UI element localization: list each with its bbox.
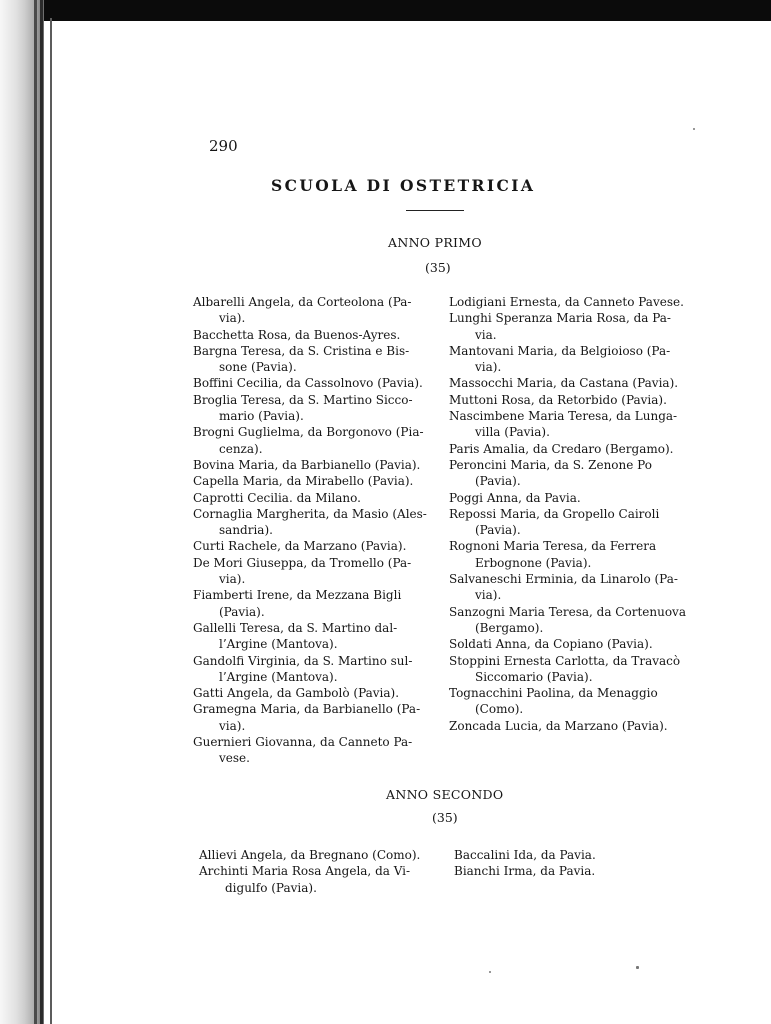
entry-line: Peroncini Maria, da S. Zenone Po [449, 457, 652, 472]
entry-continuation-line: mario (Pavia). [219, 409, 304, 424]
list-item [193, 424, 435, 457]
entry-continuation-line: (Pavia). [219, 604, 265, 619]
entry-continuation-line: vese. [219, 751, 250, 766]
scan-speck [693, 128, 695, 130]
title-rule [406, 210, 464, 211]
list-item [199, 847, 437, 863]
entry-line: Gatti Angela, da Gambolò (Pavia). [193, 686, 400, 701]
list-item [449, 375, 711, 391]
list-item [193, 343, 435, 376]
list-item [449, 392, 711, 408]
list-item [454, 847, 684, 863]
entry-line: Broglia Teresa, da S. Martino Sicco- [193, 392, 413, 407]
entry-line: Bovina Maria, da Barbianello (Pavia). [193, 457, 421, 472]
list-item [449, 538, 711, 571]
scan-speck [489, 971, 491, 973]
entry-continuation-line: via). [475, 360, 502, 375]
list-item [449, 490, 711, 506]
entry-line: Bianchi Irma, da Pavia. [454, 864, 596, 879]
entry-line: Allievi Angela, da Bregnano (Como). [199, 848, 421, 862]
list-item [449, 604, 711, 637]
spine-edge-line [34, 0, 37, 1024]
list-item [449, 685, 711, 718]
entry-line: Cornaglia Margherita, da Masio (Ales- [193, 506, 427, 521]
list-item [454, 863, 684, 879]
entry-line: Baccalini Ida, da Pavia. [454, 848, 596, 862]
list-item [193, 555, 435, 588]
list-item [193, 327, 435, 343]
list-item [449, 571, 711, 604]
entry-continuation-line: Erbognone (Pavia). [475, 555, 592, 570]
entry-line: Capella Maria, da Mirabello (Pavia). [193, 474, 414, 489]
list-item [193, 294, 435, 327]
entry-line: Sanzogni Maria Teresa, da Cortenuova [449, 604, 686, 619]
entry-line: Caprotti Cecilia. da Milano. [193, 490, 361, 505]
entry-line: Rognoni Maria Teresa, da Ferrera [449, 539, 657, 554]
list-item [193, 538, 435, 554]
entry-continuation-line: via). [475, 588, 502, 603]
entry-line: Bargna Teresa, da S. Cristina e Bis- [193, 343, 410, 358]
entry-line: Lunghi Speranza Maria Rosa, da Pa- [449, 311, 671, 326]
entry-line: Poggi Anna, da Pavia. [449, 490, 581, 505]
list-item [193, 685, 435, 701]
entry-line: Mantovani Maria, da Belgioioso (Pa- [449, 343, 671, 358]
list-item [449, 343, 711, 376]
entry-continuation-line: Siccomario (Pavia). [475, 669, 593, 684]
list-item [193, 734, 435, 767]
entry-line: Curti Rachele, da Marzano (Pavia). [193, 539, 407, 554]
entry-line: Muttoni Rosa, da Retorbido (Pavia). [449, 392, 667, 407]
entry-line: Archinti Maria Rosa Angela, da Vi- [199, 864, 411, 879]
section-count-anno-primo: (35) [425, 260, 451, 275]
anno-primo-right-column [449, 294, 711, 734]
list-item [449, 310, 711, 343]
entry-line: Gramegna Maria, da Barbianello (Pa- [193, 702, 421, 717]
entry-line: Bacchetta Rosa, da Buenos-Ayres. [193, 327, 401, 342]
entry-line: Fiamberti Irene, da Mezzana Bigli [193, 588, 402, 603]
list-item [449, 441, 711, 457]
entry-continuation-line: via). [219, 718, 246, 733]
entry-continuation-line: via. [475, 327, 497, 342]
entry-line: Paris Amalia, da Credaro (Bergamo). [449, 441, 674, 456]
entry-line: Lodigiani Ernesta, da Canneto Pavese. [449, 295, 684, 309]
entry-continuation-line: (Bergamo). [475, 620, 544, 635]
section-heading-anno-secondo: ANNO SECONDO [386, 787, 504, 802]
entry-continuation-line: l’Argine (Mantova). [219, 669, 338, 684]
entry-line: Brogni Guglielma, da Borgonovo (Pia- [193, 425, 424, 440]
entry-line: Albarelli Angela, da Corteolona (Pa- [193, 295, 412, 309]
list-item [193, 392, 435, 425]
scan-speck [636, 966, 639, 969]
entry-continuation-line: sandria). [219, 523, 273, 538]
entry-continuation-line: via). [219, 572, 246, 587]
spine-edge-line [40, 0, 43, 1024]
page-number: 290 [209, 137, 238, 155]
book-spine-shadow [0, 0, 44, 1024]
list-item [193, 620, 435, 653]
anno-primo-left-column [193, 294, 435, 767]
entry-line: Stoppini Ernesta Carlotta, da Travacò [449, 653, 681, 668]
entry-line: Zoncada Lucia, da Marzano (Pavia). [449, 718, 668, 733]
list-item [449, 653, 711, 686]
entry-continuation-line: sone (Pavia). [219, 360, 297, 375]
list-item [449, 457, 711, 490]
entry-continuation-line: l’Argine (Mantova). [219, 637, 338, 652]
list-item [449, 506, 711, 539]
entry-continuation-line: (Como). [475, 702, 524, 717]
entry-continuation-line: cenza). [219, 441, 263, 456]
anno-secondo-right-column [454, 847, 684, 880]
list-item [199, 863, 437, 896]
scan-top-border [0, 0, 771, 21]
anno-secondo-left-column [199, 847, 437, 896]
list-item [193, 701, 435, 734]
list-item [193, 506, 435, 539]
list-item [193, 457, 435, 473]
list-item [449, 718, 711, 734]
entry-continuation-line: digulfo (Pavia). [225, 880, 317, 895]
section-count-anno-secondo: (35) [432, 810, 458, 825]
entry-continuation-line: via). [219, 311, 246, 326]
entry-line: Gallelli Teresa, da S. Martino dal- [193, 620, 398, 635]
entry-line: Soldati Anna, da Copiano (Pavia). [449, 637, 653, 652]
entry-line: De Mori Giuseppa, da Tromello (Pa- [193, 555, 412, 570]
entry-continuation-line: (Pavia). [475, 523, 521, 538]
entry-continuation-line: (Pavia). [475, 474, 521, 489]
entry-line: Gandolfi Virginia, da S. Martino sul- [193, 653, 413, 668]
list-item [449, 294, 711, 310]
list-item [193, 473, 435, 489]
list-item [193, 490, 435, 506]
entry-line: Guernieri Giovanna, da Canneto Pa- [193, 735, 413, 750]
entry-line: Nascimbene Maria Teresa, da Lunga- [449, 409, 678, 424]
list-item [193, 587, 435, 620]
page-edge-line [50, 18, 52, 1024]
entry-line: Salvaneschi Erminia, da Linarolo (Pa- [449, 572, 678, 587]
entry-line: Repossi Maria, da Gropello Cairoli [449, 506, 660, 521]
list-item [193, 653, 435, 686]
list-item [449, 408, 711, 441]
entry-continuation-line: villa (Pavia). [475, 425, 550, 440]
list-item [449, 636, 711, 652]
entry-line: Tognacchini Paolina, da Menaggio [449, 686, 658, 701]
entry-line: Boffini Cecilia, da Cassolnovo (Pavia). [193, 376, 423, 391]
page-title: SCUOLA DI OSTETRICIA [271, 176, 536, 195]
section-heading-anno-primo: ANNO PRIMO [388, 235, 482, 250]
list-item [193, 375, 435, 391]
entry-line: Massocchi Maria, da Castana (Pavia). [449, 376, 679, 391]
